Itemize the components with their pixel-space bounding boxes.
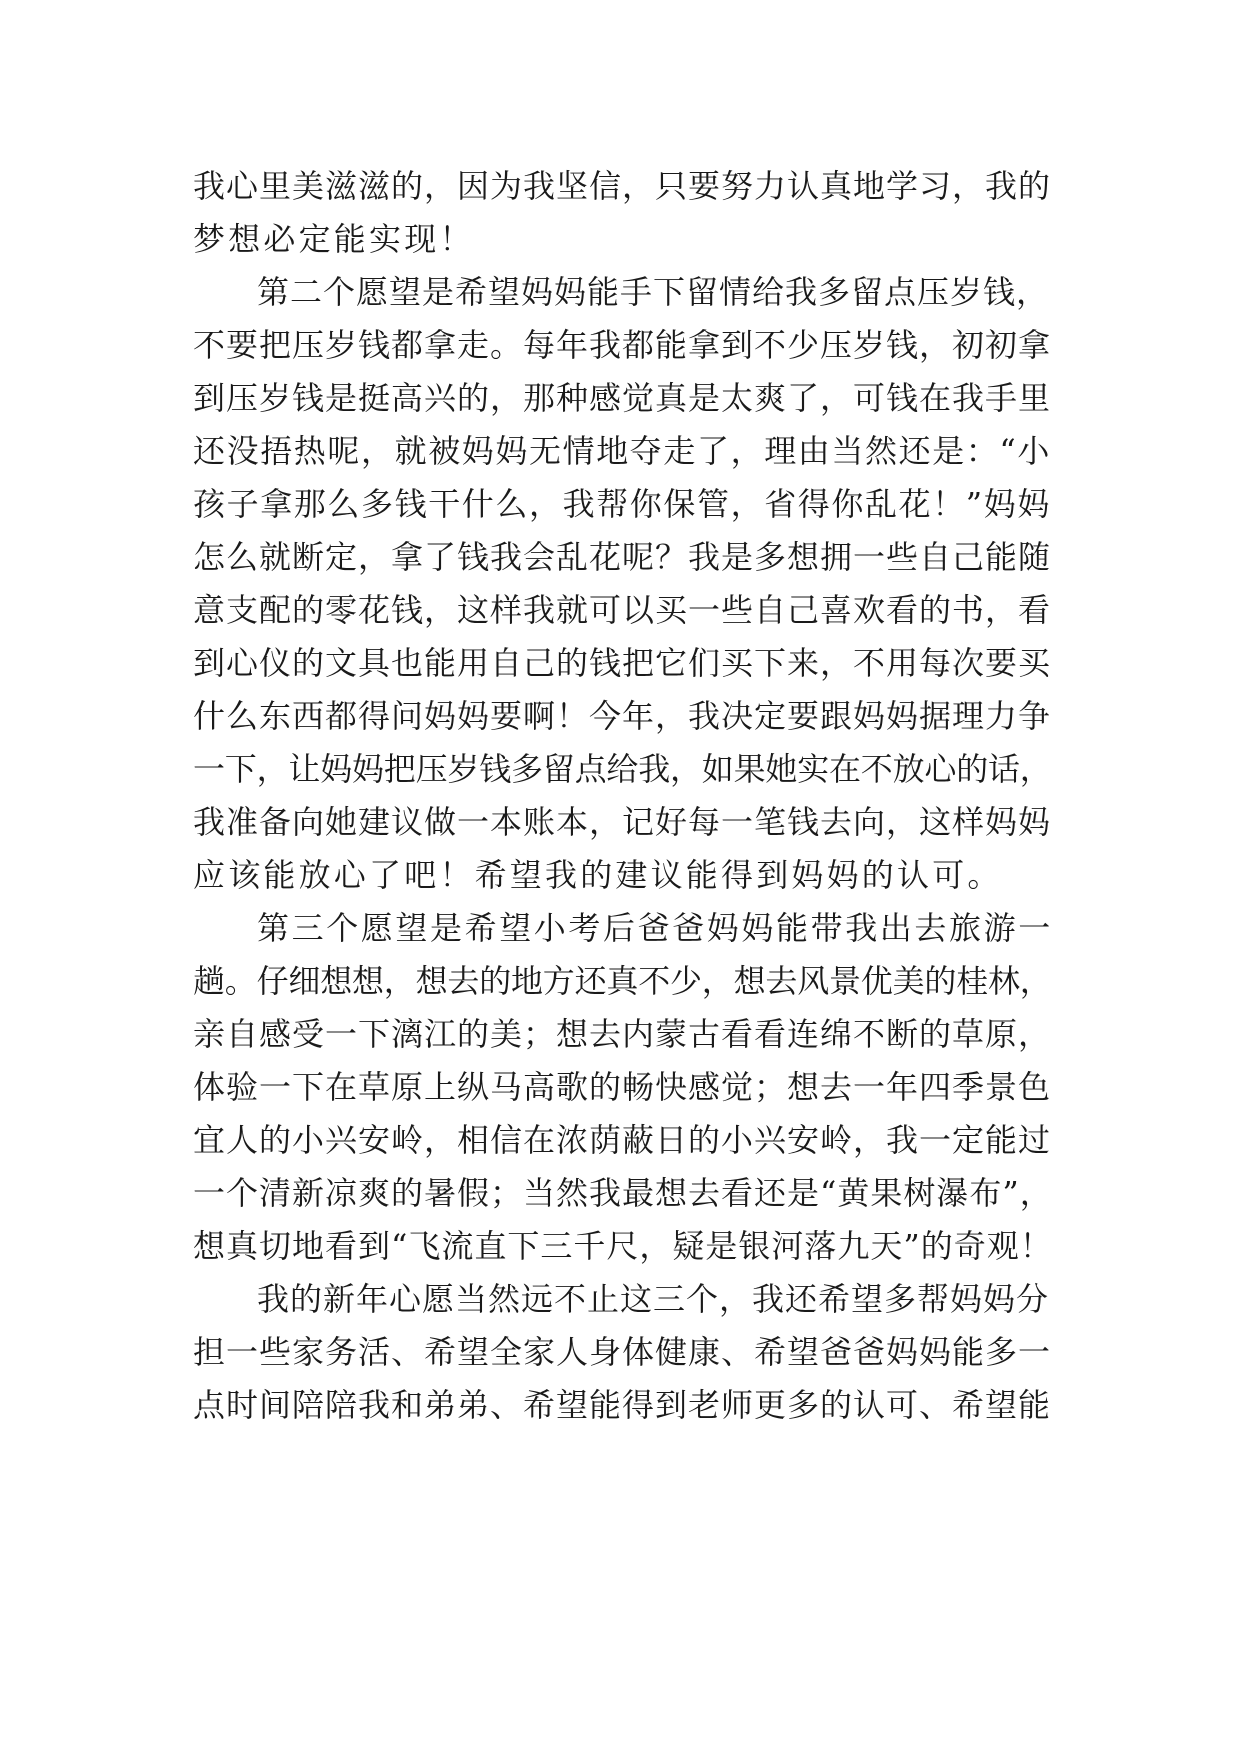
text-line: 还没捂热呢，就被妈妈无情地夺走了，理由当然还是：“小 — [193, 432, 1051, 470]
paragraph-first-line: 我的新年心愿当然远不止这三个，我还希望多帮妈妈分 — [257, 1280, 1050, 1318]
text-line: 担一些家务活、希望全家人身体健康、希望爸爸妈妈能多一 — [193, 1333, 1052, 1371]
text-line: 梦想必定能实现！ — [193, 220, 475, 258]
paragraph-first-line: 第三个愿望是希望小考后爸爸妈妈能带我出去旅游一 — [257, 909, 1053, 947]
body-text — [193, 160, 1053, 1432]
paragraph-first-line: 第二个愿望是希望妈妈能手下留情给我多留点压岁钱， — [257, 273, 1050, 311]
text-line: 亲自感受一下漓江的美；想去内蒙古看看连绵不断的草原， — [193, 1015, 1052, 1053]
text-line: 应该能放心了吧！希望我的建议能得到妈妈的认可。 — [193, 856, 1003, 894]
text-line: 想真切地看到“飞流直下三千尺，疑是银河落九天”的奇观！ — [193, 1227, 1053, 1265]
text-line: 什么东西都得问妈妈要啊！今年，我决定要跟妈妈据理力争 — [193, 697, 1052, 735]
text-line: 一下，让妈妈把压岁钱多留点给我，如果她实在不放心的话， — [193, 750, 1052, 788]
text-line: 一个清新凉爽的暑假；当然我最想去看还是“黄果树瀑布”， — [193, 1174, 1053, 1212]
text-line: 到压岁钱是挺高兴的，那种感觉真是太爽了，可钱在我手里 — [193, 379, 1052, 417]
text-line: 宜人的小兴安岭，相信在浓荫蔽日的小兴安岭，我一定能过 — [193, 1121, 1052, 1159]
text-line: 孩子拿那么多钱干什么，我帮你保管，省得你乱花！”妈妈 — [193, 485, 1051, 523]
text-line: 不要把压岁钱都拿走。每年我都能拿到不少压岁钱，初初拿 — [193, 326, 1052, 364]
text-line: 意支配的零花钱，这样我就可以买一些自己喜欢看的书，看 — [193, 591, 1052, 629]
text-line: 趟。仔细想想，想去的地方还真不少，想去风景优美的桂林， — [193, 962, 1052, 1000]
text-line: 点时间陪陪我和弟弟、希望能得到老师更多的认可、希望能 — [193, 1386, 1052, 1424]
text-line: 到心仪的文具也能用自己的钱把它们买下来，不用每次要买 — [193, 644, 1052, 682]
text-line: 我准备向她建议做一本账本，记好每一笔钱去向，这样妈妈 — [193, 803, 1052, 841]
text-line: 我心里美滋滋的，因为我坚信，只要努力认真地学习，我的 — [193, 167, 1052, 205]
text-line: 体验一下在草原上纵马高歌的畅快感觉；想去一年四季景色 — [193, 1068, 1052, 1106]
text-line: 怎么就断定，拿了钱我会乱花呢？我是多想拥一些自己能随 — [193, 538, 1052, 576]
